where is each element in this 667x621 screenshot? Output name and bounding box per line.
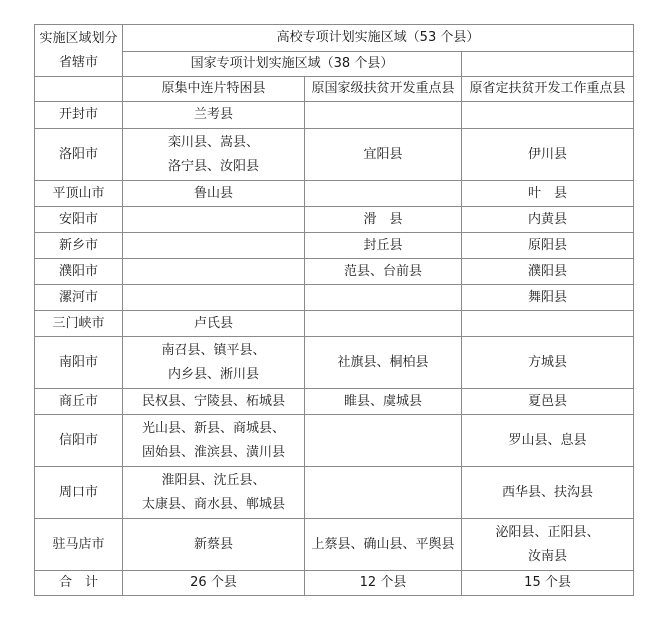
county-cell-national-key (305, 389, 462, 415)
county-line: 栾川县、嵩县、 (167, 134, 259, 150)
county-cell-national-key (305, 233, 462, 259)
county-line: 伊川县 (528, 146, 568, 162)
county-cell-poverty-area (123, 311, 305, 337)
county-cell-poverty-area (123, 337, 305, 389)
corner-header-line2: 省辖市 (58, 54, 98, 70)
total-provincial-key: 15 个县 (462, 571, 634, 596)
county-region-table (34, 24, 634, 596)
table-row (35, 102, 634, 129)
city-cell: 周口市 (35, 467, 123, 519)
county-line: 兰考县 (193, 107, 233, 122)
county-cell-national-key (305, 337, 462, 389)
county-line: 西华县、扶沟县 (502, 484, 594, 500)
county-cell-national-key (305, 129, 462, 181)
county-cell-poverty-area (123, 467, 305, 519)
region-all-header: 高校专项计划实施区域（53 个县） (123, 25, 634, 52)
county-line: 濮阳县 (528, 263, 568, 279)
county-line: 汝南县 (528, 548, 568, 564)
total-row (35, 571, 634, 596)
county-cell-poverty-area (123, 129, 305, 181)
county-line: 南召县、镇平县、 (161, 342, 266, 358)
county-cell-national-key (305, 259, 462, 285)
county-cell-provincial-key (462, 233, 634, 259)
city-cell: 安阳市 (35, 207, 123, 233)
county-cell-national-key (305, 311, 462, 337)
county-line: 宜阳县 (363, 146, 403, 162)
table-row (35, 207, 634, 233)
county-cell-provincial-key (462, 102, 634, 129)
county-line: 舞阳县 (528, 289, 568, 305)
county-cell-provincial-key (462, 389, 634, 415)
county-line: 内黄县 (528, 211, 568, 227)
table-row (35, 233, 634, 259)
county-cell-poverty-area (123, 102, 305, 129)
county-cell-poverty-area (123, 389, 305, 415)
table-row (35, 285, 634, 311)
county-cell-provincial-key (462, 519, 634, 571)
county-cell-national-key (305, 415, 462, 467)
county-line: 民权县、宁陵县、柘城县 (141, 393, 285, 409)
county-cell-provincial-key (462, 285, 634, 311)
region-national-header: 国家专项计划实施区域（38 个县） (123, 52, 462, 77)
total-label: 合 计 (35, 571, 123, 596)
col-header-national-key: 原国家级扶贫开发重点县 (305, 77, 462, 102)
county-cell-poverty-area (123, 415, 305, 467)
county-cell-national-key (305, 467, 462, 519)
city-cell: 漯河市 (35, 285, 123, 311)
city-cell: 开封市 (35, 102, 123, 129)
county-line: 原阳县 (528, 237, 568, 253)
county-cell-provincial-key (462, 415, 634, 467)
total-poverty-area: 26 个县 (123, 571, 305, 596)
county-cell-national-key (305, 102, 462, 129)
county-cell-provincial-key (462, 207, 634, 233)
city-cell: 濮阳市 (35, 259, 123, 285)
city-cell: 信阳市 (35, 415, 123, 467)
county-line: 内乡县、淅川县 (167, 366, 259, 382)
county-line: 新蔡县 (193, 536, 233, 552)
county-line: 范县、台前县 (343, 263, 422, 279)
county-line: 太康县、商水县、郸城县 (141, 496, 285, 512)
county-cell-provincial-key (462, 337, 634, 389)
city-cell: 洛阳市 (35, 129, 123, 181)
county-cell-poverty-area (123, 259, 305, 285)
table-row (35, 259, 634, 285)
table-row (35, 519, 634, 571)
county-line: 罗山县、息县 (508, 432, 587, 448)
corner-header (35, 25, 123, 77)
table-row (35, 467, 634, 519)
col-header-provincial-key: 原省定扶贫开发工作重点县 (462, 77, 634, 102)
city-cell: 三门峡市 (35, 311, 123, 337)
county-cell-poverty-area (123, 285, 305, 311)
col-header-poverty-area: 原集中连片特困县 (123, 77, 305, 102)
county-cell-poverty-area (123, 519, 305, 571)
table-row (35, 415, 634, 467)
county-line: 夏邑县 (528, 393, 568, 409)
table-row (35, 337, 634, 389)
table-row (35, 311, 634, 337)
county-line: 鲁山县 (193, 185, 233, 201)
header-spacer (462, 52, 634, 77)
county-line: 泌阳县、正阳县、 (495, 524, 600, 540)
county-cell-provincial-key (462, 467, 634, 519)
corner-header-line1: 实施区域划分 (39, 30, 118, 46)
header-blank-cell (35, 77, 123, 102)
table-row (35, 181, 634, 207)
total-national-key: 12 个县 (305, 571, 462, 596)
county-line: 卢氏县 (193, 315, 233, 331)
city-cell: 南阳市 (35, 337, 123, 389)
city-cell: 平顶山市 (35, 181, 123, 207)
county-cell-national-key (305, 519, 462, 571)
county-line: 淮阳县、沈丘县、 (161, 472, 266, 488)
county-cell-poverty-area (123, 233, 305, 259)
county-line: 叶 县 (528, 185, 568, 201)
city-cell: 驻马店市 (35, 519, 123, 571)
county-cell-poverty-area (123, 181, 305, 207)
county-line: 光山县、新县、商城县、 (141, 420, 285, 436)
county-cell-provincial-key (462, 311, 634, 337)
county-line: 封丘县 (363, 237, 403, 253)
county-line: 方城县 (528, 354, 568, 370)
county-line: 滑 县 (363, 211, 403, 227)
county-line: 上蔡县、确山县、平舆县 (311, 536, 455, 552)
county-cell-provincial-key (462, 259, 634, 285)
city-cell: 商丘市 (35, 389, 123, 415)
table-row (35, 389, 634, 415)
city-cell: 新乡市 (35, 233, 123, 259)
county-cell-poverty-area (123, 207, 305, 233)
county-line: 社旗县、桐柏县 (337, 354, 429, 370)
table-row (35, 129, 634, 181)
county-line: 睢县、虞城县 (343, 393, 422, 409)
county-cell-provincial-key (462, 181, 634, 207)
county-line: 洛宁县、汝阳县 (167, 158, 259, 174)
county-line: 固始县、淮滨县、潢川县 (141, 444, 285, 460)
county-cell-national-key (305, 181, 462, 207)
county-cell-national-key (305, 207, 462, 233)
county-cell-provincial-key (462, 129, 634, 181)
county-cell-national-key (305, 285, 462, 311)
